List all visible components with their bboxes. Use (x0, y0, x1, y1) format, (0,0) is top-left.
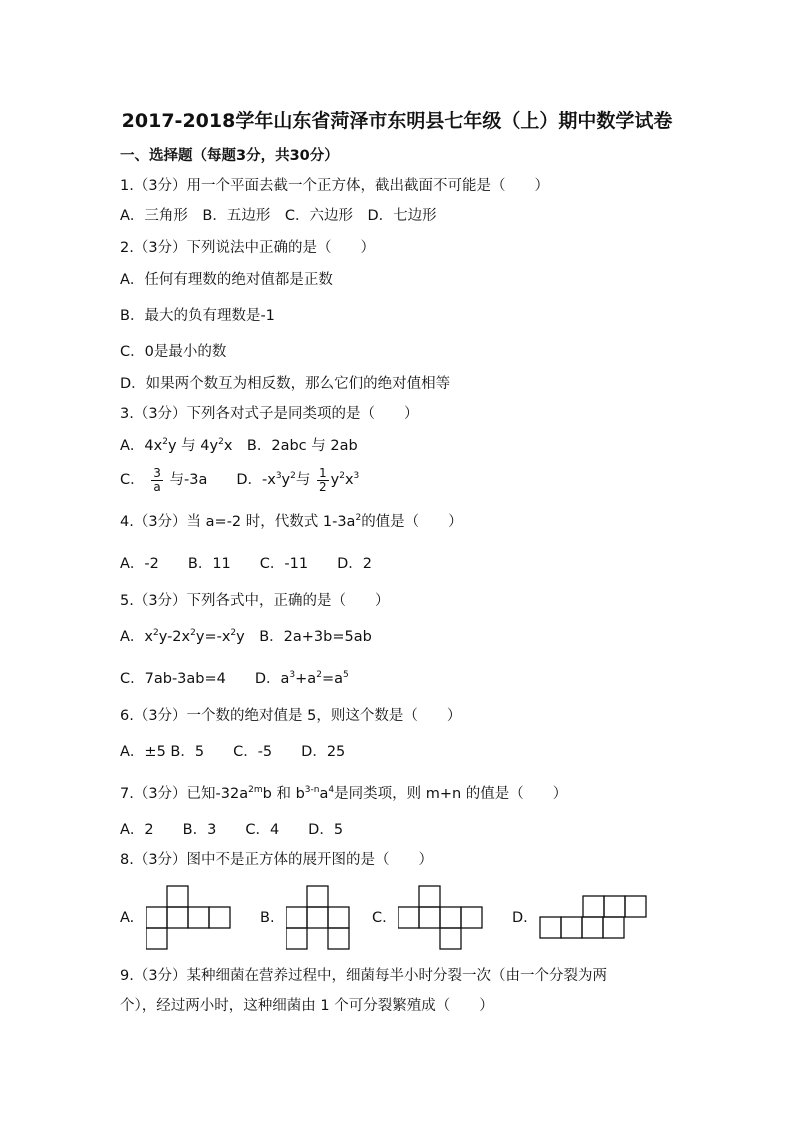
question-3-stem: 3.（3分）下列各对式子是同类项的是（ ） (120, 406, 419, 422)
question-3-options-ab: A．$4x^2y$ 与 $4y^2x$ B．2abc 与 2ab (120, 437, 358, 454)
question-5-options-cd: C．7ab-3ab=4 D．$a^3+a^2=a^5$ (120, 670, 349, 687)
question-2-option-a: A．任何有理数的绝对值都是正数 (120, 272, 333, 288)
cube-net-c (398, 885, 490, 951)
question-4-options: A．-2 B．11 C．-11 D．2 (120, 556, 372, 572)
cube-net-b (286, 885, 356, 951)
question-2-option-c: C．0是最小的数 (120, 344, 227, 360)
page-title: 2017-2018学年山东省菏泽市东明县七年级（上）期中数学试卷 (121, 110, 673, 132)
fraction: $\frac{3}{a}$ (153, 465, 161, 494)
question-9-line-1: 9.（3分）某种细菌在营养过程中，细菌每半小时分裂一次（由一个分裂为两 (120, 968, 608, 984)
question-2-option-d: D．如果两个数互为相反数，那么它们的绝对值相等 (120, 376, 451, 392)
question-3-options-cd: C． $\frac{3}{a}$ 与-3a D．$-x^3y^2$与 $\frac{1}{2}$ $y^2x^3$ (120, 465, 360, 494)
question-6-options: A．±5 B．5 C．-5 D．25 (120, 744, 346, 760)
question-1-stem: 1.（3分）用一个平面去截一个正方体，截出截面不可能是（ ） (120, 178, 550, 194)
question-8-option-b: B. (260, 910, 275, 926)
question-8-option-d: D. (512, 910, 528, 926)
question-2-option-b: B．最大的负有理数是-1 (120, 308, 275, 324)
question-9-line-2: 个），经过两小时，这种细菌由 1 个可分裂繁殖成（ ） (120, 998, 494, 1014)
question-5-stem: 5.（3分）下列各式中，正确的是（ ） (120, 593, 390, 609)
question-7-options: A．2 B．3 C．4 D．5 (120, 822, 344, 838)
question-5-options-ab: A．$x^2y-2x^2y=-x^2y$ B．2a+3b=5ab (120, 628, 372, 645)
question-8-option-c: C. (372, 910, 387, 926)
question-8-stem: 8.（3分）图中不是正方体的展开图的是（ ） (120, 852, 434, 868)
cube-net-d (539, 895, 649, 941)
question-7-stem: 7.（3分）已知$-32a^{2m}b$ 和 $b^{3-n}a^4$是同类项，则 m+n 的值是（ ） (120, 785, 568, 802)
cube-net-a (146, 885, 238, 951)
fraction: $\frac{1}{2}$ (318, 465, 327, 494)
question-1-options: A．三角形 B．五边形 C．六边形 D．七边形 (120, 208, 437, 224)
question-6-stem: 6.（3分）一个数的绝对值是 5，则这个数是（ ） (120, 708, 462, 724)
question-4-stem: 4.（3分）当 a=-2 时，代数式 $1-3a^2$的值是（ ） (120, 513, 463, 530)
question-8-option-a: A. (120, 910, 135, 926)
section-heading: 一、选择题（每题3分，共30分） (120, 148, 339, 164)
question-2-stem: 2.（3分）下列说法中正确的是（ ） (120, 240, 376, 256)
